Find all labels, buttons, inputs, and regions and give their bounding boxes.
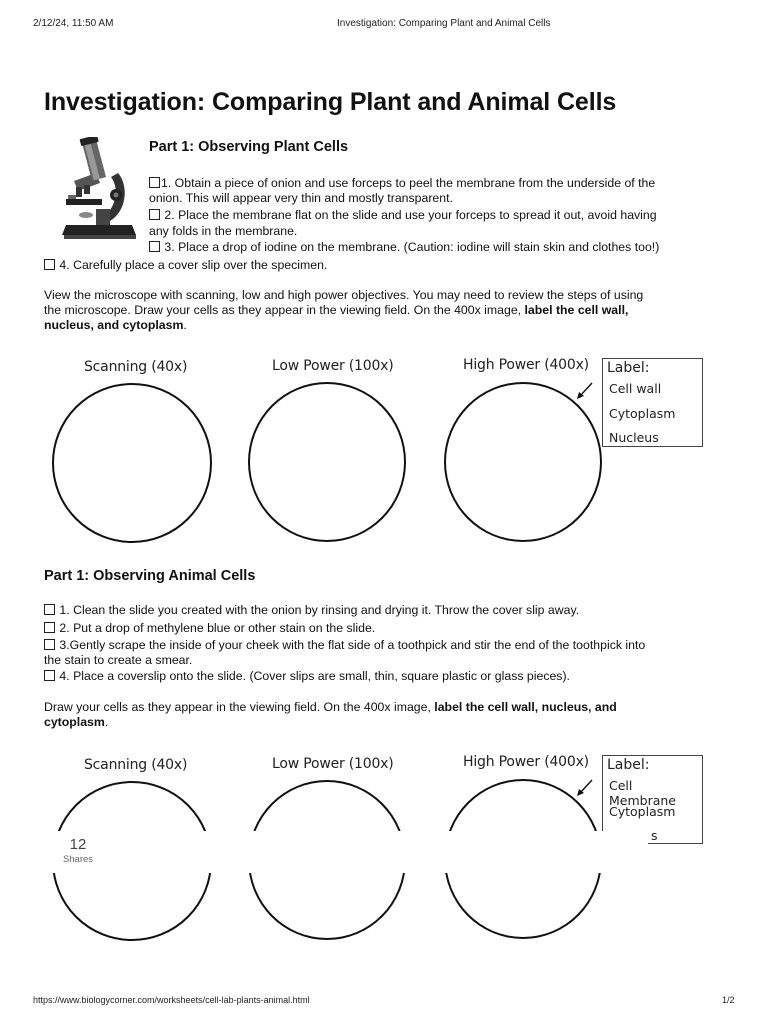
scanning-label: Scanning (40x) [84, 359, 188, 375]
animal-step-1 [44, 603, 579, 619]
scanning-drawing-circle[interactable] [52, 383, 212, 543]
label-item: Nucleus [609, 430, 659, 445]
checkbox[interactable] [149, 177, 160, 188]
step-text: 3.Gently scrape the inside of your cheek with the flat side of a toothpick and stir the end of the toothpick into [56, 638, 646, 652]
low-power-label: Low Power (100x) [272, 358, 394, 374]
instructions-text: . [183, 318, 187, 332]
animal-step-3-cont: the stain to create a smear. [44, 653, 193, 667]
instructions-bold: cytoplasm [44, 715, 105, 729]
label-item: s [651, 828, 658, 843]
high-power-drawing-circle[interactable] [444, 382, 602, 542]
step-text: 4. Place a coverslip onto the slide. (Cover slips are small, thin, square plastic or glass pieces). [56, 669, 570, 683]
page-url: https://www.biologycorner.com/worksheets/cell-lab-plants-animal.html [33, 995, 310, 1005]
label-item: Cell wall [609, 381, 662, 396]
plant-label-box [602, 358, 703, 447]
high-power-label: High Power (400x) [463, 754, 589, 770]
overlay-band [48, 831, 608, 873]
animal-step-3 [44, 638, 645, 654]
animal-instructions-line-2 [44, 715, 108, 731]
plant-step-2-cont: any folds in the membrane. [149, 224, 298, 238]
animal-instructions-line-1 [44, 700, 617, 716]
arrow-icon [574, 777, 596, 799]
overlay-band [602, 831, 648, 844]
step-text: 4. Carefully place a cover slip over the specimen. [56, 258, 328, 272]
plant-step-1 [149, 176, 655, 192]
high-power-label: High Power (400x) [463, 357, 589, 373]
checkbox[interactable] [44, 639, 55, 650]
step-text: 1. Clean the slide you created with the onion by rinsing and drying it. Throw the cover slip away. [56, 603, 580, 617]
low-power-drawing-circle[interactable] [248, 382, 406, 542]
label-box-heading: Label: [607, 360, 650, 376]
checkbox[interactable] [44, 259, 55, 270]
plant-instructions-line-2 [44, 303, 628, 319]
checkbox[interactable] [149, 209, 160, 220]
label-item: Cell Membrane [609, 778, 676, 808]
plant-cells-heading: Part 1: Observing Plant Cells [149, 139, 349, 155]
share-counter[interactable] [48, 836, 108, 865]
scanning-label: Scanning (40x) [84, 757, 188, 773]
step-text: 2. Place the membrane flat on the slide and use your forceps to spread it out, avoid having [161, 208, 657, 222]
instructions-text: the microscope. Draw your cells as they appear in the viewing field. On the 400x image, [44, 303, 525, 317]
low-power-label: Low Power (100x) [272, 756, 394, 772]
plant-step-4 [44, 258, 327, 274]
label-item: Cytoplasm [609, 804, 676, 819]
instructions-text: Draw your cells as they appear in the viewing field. On the 400x image, [44, 700, 435, 714]
instructions-bold: label the cell wall, nucleus, and [434, 700, 617, 714]
step-text: 3. Place a drop of iodine on the membrane. (Caution: iodine will stain skin and clothes too!) [161, 240, 660, 254]
share-label: Shares [62, 854, 94, 865]
print-page-title: Investigation: Comparing Plant and Animal Cells [337, 18, 551, 29]
animal-step-2 [44, 621, 375, 637]
page-title: Investigation: Comparing Plant and Animal Cells [44, 88, 617, 116]
label-item: Cytoplasm [609, 406, 676, 421]
plant-step-2 [149, 208, 657, 224]
page-number: 1/2 [722, 995, 735, 1005]
label-box-heading: Label: [607, 757, 650, 773]
animal-cells-heading: Part 1: Observing Animal Cells [44, 568, 256, 584]
plant-instructions-line-3 [44, 318, 187, 334]
instructions-bold: label the cell wall, [524, 303, 629, 317]
instructions-text: . [104, 715, 109, 729]
plant-step-1-cont: onion. This will appear very thin and mostly transparent. [149, 191, 453, 205]
checkbox[interactable] [149, 241, 160, 252]
step-text: 2. Put a drop of methylene blue or other stain on the slide. [56, 621, 376, 635]
arrow-icon [574, 380, 596, 402]
plant-step-3 [149, 240, 659, 256]
checkbox[interactable] [44, 670, 55, 681]
checkbox[interactable] [44, 622, 55, 633]
checkbox[interactable] [44, 604, 55, 615]
plant-instructions-line-1: View the microscope with scanning, low and high power objectives. You may need to review the steps of using [44, 288, 644, 302]
animal-step-4 [44, 669, 570, 685]
step-text: 1. Obtain a piece of onion and use forceps to peel the membrane from the underside of the [161, 176, 656, 190]
instructions-bold: nucleus, and cytoplasm [44, 318, 184, 332]
print-datetime: 2/12/24, 11:50 AM [33, 18, 114, 29]
share-count: 12 [69, 836, 87, 853]
microscope-icon [56, 137, 142, 243]
